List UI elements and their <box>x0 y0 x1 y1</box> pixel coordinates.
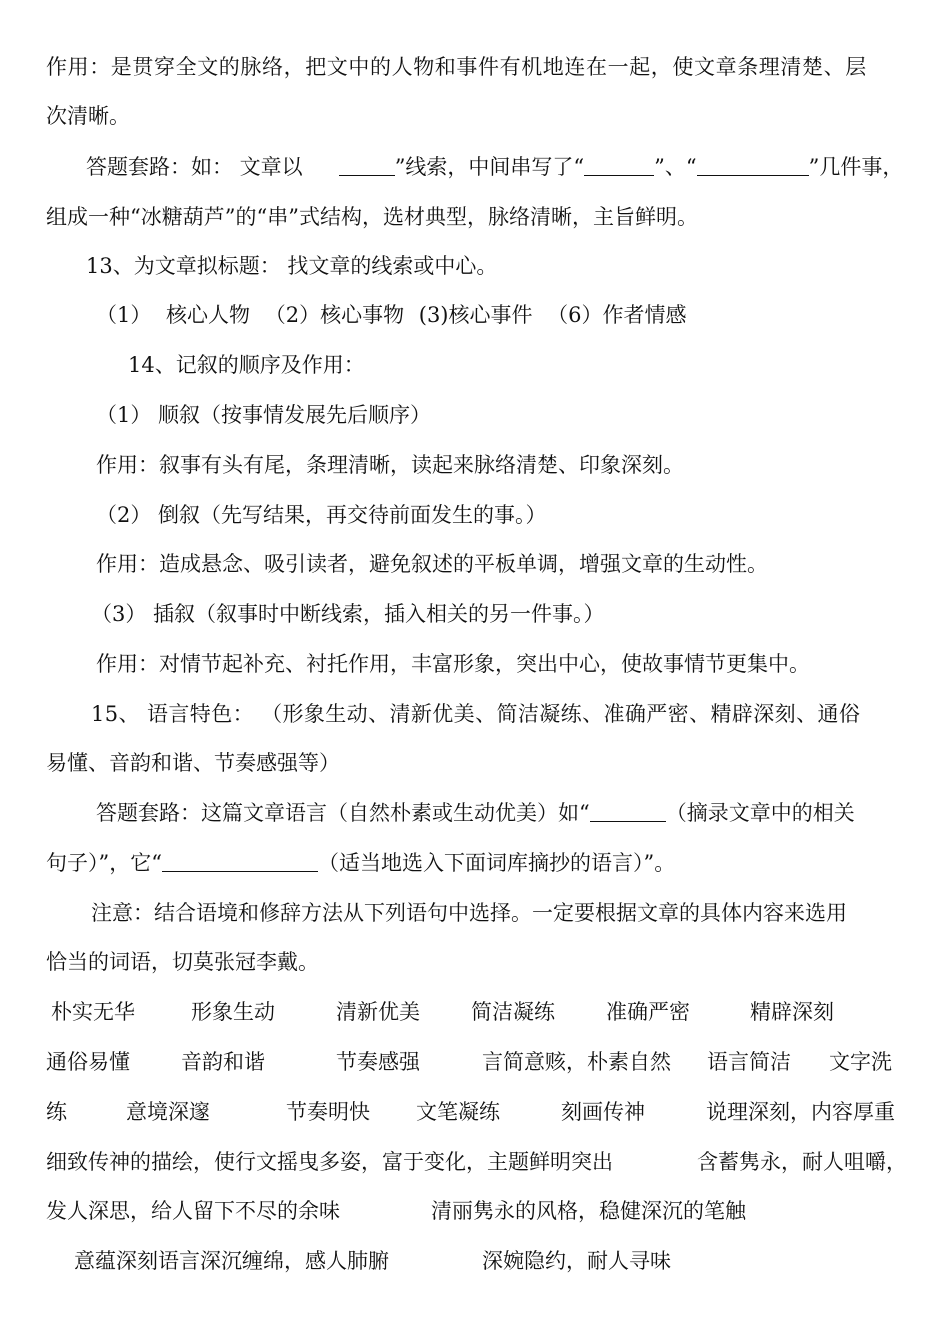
word-bank-item: 文笔凝练 <box>416 1100 500 1124</box>
text-segment: ”几件事， <box>808 155 904 179</box>
word-bank-item: 音韵和谐 <box>181 1050 265 1074</box>
section-heading: 14、记叙的顺序及作用： <box>128 353 365 377</box>
word-bank-item: 言简意赅，朴素自然 <box>482 1050 671 1074</box>
word-bank-item: 发人深思，给人留下不尽的余味 <box>46 1199 340 1223</box>
answer-template-line <box>86 152 903 182</box>
word-bank-item: 通俗易懂 <box>46 1050 130 1074</box>
word-bank-item: 精辟深刻 <box>750 1000 834 1024</box>
text-segment: 句子）”，它“ <box>46 851 162 875</box>
word-bank-item: 清丽隽永的风格，稳健深沉的笔触 <box>431 1199 746 1223</box>
word-bank-item: 准确严密 <box>606 1000 690 1024</box>
paragraph-line: 易懂、音韵和谐、节奏感强等） <box>46 751 340 775</box>
word-bank-item: 含蓄隽永，耐人咀嚼， <box>697 1150 907 1174</box>
fill-blank <box>339 155 395 176</box>
word-bank-item: 语言简洁 <box>707 1050 791 1074</box>
text-segment: 答题套路：如： 文章以 <box>86 155 303 179</box>
section-heading: 15、 语言特色： （形象生动、清新优美、简洁凝练、准确严密、精辟深刻、通俗 <box>91 702 861 726</box>
paragraph-line: 作用：叙事有头有尾，条理清晰，读起来脉络清楚、印象深刻。 <box>96 453 684 477</box>
answer-template-line <box>96 798 855 828</box>
word-bank-item: 练 <box>46 1100 67 1124</box>
word-bank-item: 形象生动 <box>191 1000 275 1024</box>
word-bank-item: 意境深邃 <box>126 1100 210 1124</box>
paragraph-line: 组成一种“冰糖葫芦”的“串”式结构，选材典型，脉络清晰，主旨鲜明。 <box>46 205 698 229</box>
word-bank-item: 意蕴深刻语言深沉缠绵，感人肺腑 <box>74 1249 389 1273</box>
text-segment: ”线索，中间串写了“ <box>394 155 585 179</box>
list-line: （1） 核心人物 （2）核心事物 (3)核心事件 （6）作者情感 <box>96 303 687 327</box>
fill-blank <box>590 801 666 822</box>
word-bank-item: 细致传神的描绘，使行文摇曳多姿，富于变化，主题鲜明突出 <box>46 1150 613 1174</box>
paragraph-line: 恰当的词语，切莫张冠李戴。 <box>46 950 319 974</box>
text-segment: （适当地选入下面词库摘抄的语言）”。 <box>317 851 676 875</box>
word-bank-item: 朴实无华 <box>51 1000 135 1024</box>
list-line: （1） 顺叙（按事情发展先后顺序） <box>96 403 432 427</box>
section-heading: 13、为文章拟标题： 找文章的线索或中心。 <box>86 254 498 278</box>
word-bank-item: 清新优美 <box>336 1000 420 1024</box>
fill-blank <box>584 155 654 176</box>
paragraph-line: 作用：造成悬念、吸引读者，避免叙述的平板单调，增强文章的生动性。 <box>96 552 768 576</box>
paragraph-line: 次清晰。 <box>46 104 130 128</box>
list-line: （3） 插叙（叙事时中断线索，插入相关的另一件事。） <box>91 602 605 626</box>
fill-blank <box>697 155 809 176</box>
answer-template-line <box>46 848 675 878</box>
paragraph-line: 作用：是贯穿全文的脉络，把文中的人物和事件有机地连在一起，使文章条理清楚、层 <box>46 55 867 79</box>
paragraph-line: 作用：对情节起补充、衬托作用，丰富形象，突出中心，使故事情节更集中。 <box>96 652 810 676</box>
paragraph-line: 注意：结合语境和修辞方法从下列语句中选择。一定要根据文章的具体内容来选用 <box>91 901 847 925</box>
word-bank-item: 刻画传神 <box>561 1100 645 1124</box>
word-bank-item: 文字洗 <box>829 1050 892 1074</box>
list-line: （2） 倒叙（先写结果，再交待前面发生的事。） <box>96 503 547 527</box>
fill-blank <box>162 851 318 872</box>
text-segment: 答题套路：这篇文章语言（自然朴素或生动优美）如“ <box>96 801 590 825</box>
text-segment: ”、“ <box>654 155 697 179</box>
word-bank-item: 说理深刻，内容厚重 <box>706 1100 895 1124</box>
word-bank-item: 简洁凝练 <box>471 1000 555 1024</box>
word-bank-item: 节奏感强 <box>336 1050 420 1074</box>
word-bank-item: 节奏明快 <box>286 1100 370 1124</box>
text-segment: （摘录文章中的相关 <box>665 801 855 825</box>
word-bank-item: 深婉隐约，耐人寻味 <box>482 1249 671 1273</box>
